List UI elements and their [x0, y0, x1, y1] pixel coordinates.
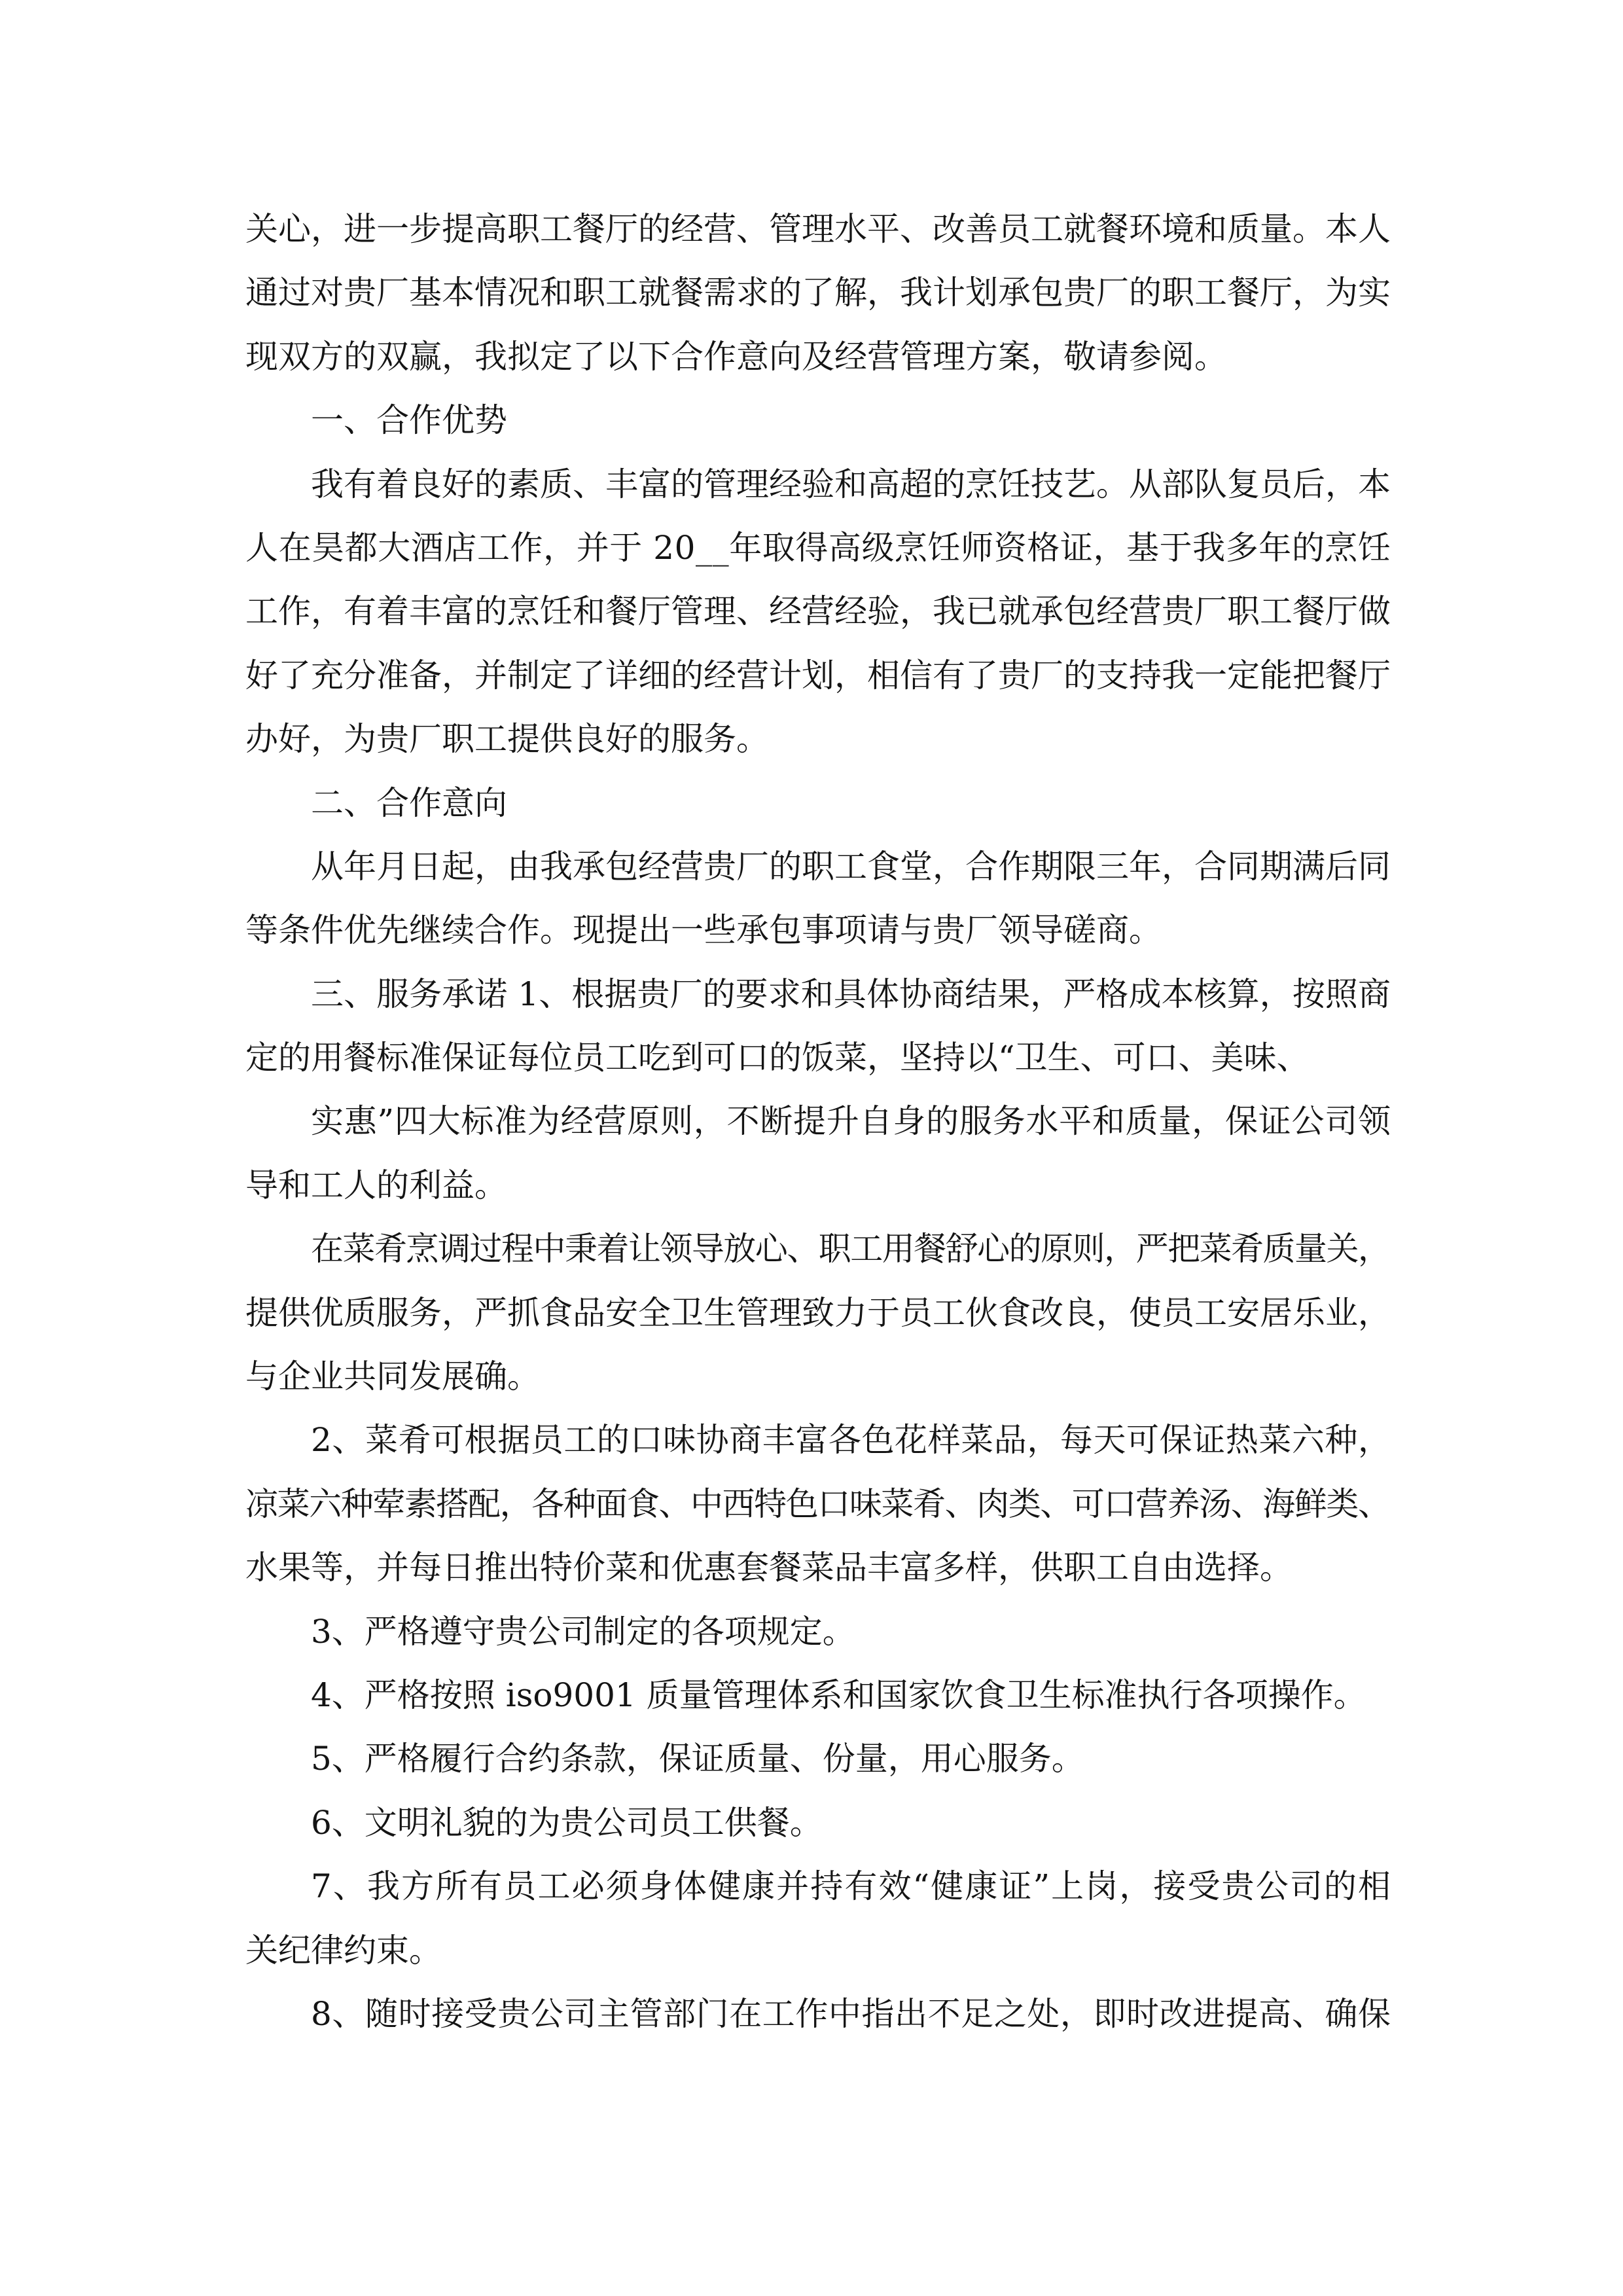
text-line: 我有着良好的素质、丰富的管理经验和高超的烹饪技艺。从部队复员后，本 [311, 465, 1391, 503]
paragraph-intention [245, 835, 1391, 963]
section-heading: 二、合作意向 [311, 783, 507, 822]
paragraph-cooking-process [245, 1217, 1391, 1408]
paragraph-item-8 [245, 1982, 1391, 2046]
paragraph-service-standards [245, 1090, 1391, 1217]
text-line: 通过对贵厂基本情况和职工就餐需求的了解，我计划承包贵厂的职工餐厅，为实 [245, 274, 1391, 312]
paragraph-service-commitment-1 [245, 963, 1391, 1090]
text-line: 办好，为贵厂职工提供良好的服务。 [245, 720, 769, 759]
section-heading: 一、合作优势 [311, 401, 507, 440]
text-line: 好了充分准备，并制定了详细的经营计划，相信有了贵厂的支持我一定能把餐厅 [245, 656, 1391, 694]
paragraph-item-3 [245, 1600, 1391, 1664]
section-heading-intention [245, 772, 1391, 835]
text-line: 定的用餐标准保证每位员工吃到可口的饭菜，坚持以“卫生、可口、美味、 [245, 1039, 1310, 1077]
paragraph-item-5 [245, 1727, 1391, 1791]
text-line: 3、严格遵守贵公司制定的各项规定。 [311, 1612, 855, 1651]
text-line: 关纪律约束。 [245, 1931, 442, 1969]
text-line: 在菜肴烹调过程中秉着让领导放心、职工用餐舒心的原则，严把菜肴质量关， [311, 1230, 1390, 1268]
text-line: 6、文明礼貌的为贵公司员工供餐。 [311, 1803, 823, 1842]
paragraph-item-7 [245, 1855, 1391, 1982]
text-line: 从年月日起，由我承包经营贵厂的职工食堂，合作期限三年，合同期满后同 [311, 847, 1391, 886]
text-line: 8、随时接受贵公司主管部门在工作中指出不足之处，即时改进提高、确保 [311, 1994, 1391, 2033]
text-line: 人在昊都大酒店工作，并于 20__年取得高级烹饪师资格证，基于我多年的烹饪 [245, 528, 1391, 567]
paragraph-item-6 [245, 1791, 1391, 1855]
text-line: 与企业共同发展确。 [245, 1357, 540, 1396]
text-line: 导和工人的利益。 [245, 1166, 507, 1204]
text-line: 4、严格按照 iso9001 质量管理体系和国家饮食卫生标准执行各项操作。 [311, 1676, 1366, 1714]
text-line: 2、菜肴可根据员工的口味协商丰富各色花样菜品，每天可保证热菜六种， [311, 1421, 1391, 1460]
paragraph-item-2 [245, 1408, 1391, 1600]
paragraph-advantages [245, 453, 1391, 772]
text-line: 凉菜六种荤素搭配，各种面食、中西特色口味菜肴、肉类、可口营养汤、海鲜类、 [245, 1484, 1390, 1523]
text-line: 5、严格履行合约条款，保证质量、份量，用心服务。 [311, 1740, 1084, 1778]
text-line: 工作，有着丰富的烹饪和餐厅管理、经营经验，我已就承包经营贵厂职工餐厅做 [245, 592, 1391, 631]
section-heading-advantages [245, 389, 1391, 452]
text-line: 提供优质服务，严抓食品安全卫生管理致力于员工伙食改良，使员工安居乐业， [245, 1293, 1391, 1332]
document-page [245, 198, 1391, 2046]
text-line: 三、服务承诺 1、根据贵厂的要求和具体协商结果，严格成本核算，按照商 [311, 975, 1391, 1013]
paragraph-intro [245, 198, 1391, 389]
text-line: 水果等，并每日推出特价菜和优惠套餐菜品丰富多样，供职工自由选择。 [245, 1549, 1293, 1587]
text-line: 现双方的双赢，我拟定了以下合作意向及经营管理方案，敬请参阅。 [245, 337, 1227, 376]
paragraph-item-4 [245, 1664, 1391, 1727]
text-line: 7、我方所有员工必须身体健康并持有效“健康证”上岗，接受贵公司的相 [311, 1867, 1393, 1906]
text-line: 等条件优先继续合作。现提出一些承包事项请与贵厂领导磋商。 [245, 911, 1162, 950]
text-line: 关心，进一步提高职工餐厅的经营、管理水平、改善员工就餐环境和质量。本人 [245, 210, 1391, 248]
text-line: 实惠”四大标准为经营原则，不断提升自身的服务水平和质量，保证公司领 [311, 1102, 1391, 1141]
